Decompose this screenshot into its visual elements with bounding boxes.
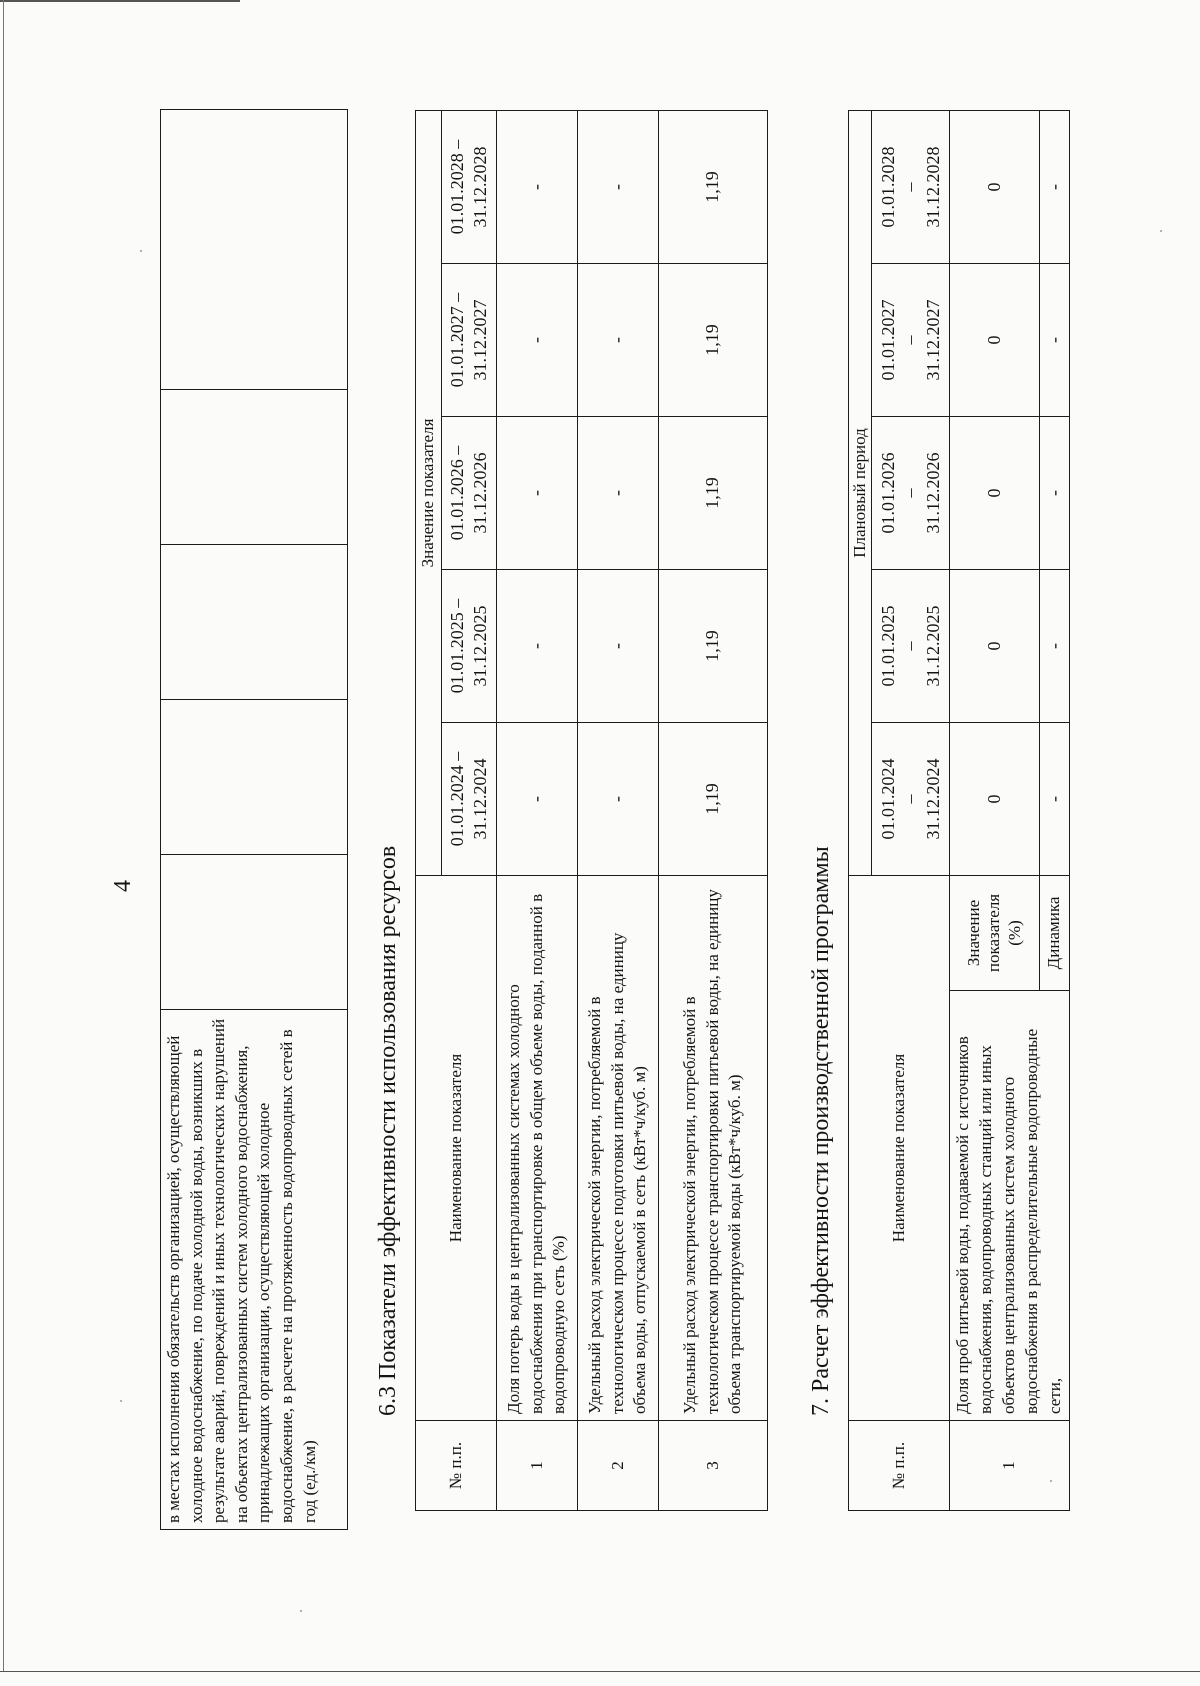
period-header: 01.01.2024 – 31.12.2024 [441, 723, 496, 876]
column-header-name: Наименование показателя [416, 876, 497, 1421]
dynamics-cell: - [1040, 264, 1069, 417]
column-header-planned-period: Плановый период [849, 110, 872, 875]
section-heading-7: 7. Расчет эффективности производственной программы [808, 846, 834, 1416]
table-header-row [849, 110, 872, 1510]
value-cell: - [578, 111, 659, 264]
period-header: 01.01.2026 – 31.12.2026 [441, 417, 496, 570]
table-row [161, 110, 348, 1530]
table-row [578, 111, 659, 1511]
value-cell [161, 390, 348, 545]
value-cell: 1,19 [659, 417, 768, 570]
value-cell: - [497, 264, 578, 417]
program-efficiency-table [848, 110, 1070, 1511]
indicator-name-cell: Доля потерь воды в централизованных системах холодного водоснабжения при транспортировке в общем объеме воды, поданной в водопроводную сеть (%) [497, 876, 578, 1421]
resource-efficiency-table [415, 110, 768, 1511]
dynamics-cell: - [1040, 417, 1069, 570]
value-cell: 0 [950, 264, 1040, 417]
value-cell: 0 [950, 417, 1040, 570]
row-label-dynamics: Динамика [1040, 876, 1069, 991]
period-header: 01.01.2028 – 31.12.2028 [872, 110, 950, 263]
period-header: 01.01.2027 – 31.12.2027 [872, 264, 950, 417]
indicator-name-cell: Удельный расход электрической энергии, потребляемой в технологическом процессе подготовки питьевой воды, на единицу объема воды, отпускаемой в сеть (кВт*ч/куб. м) [578, 876, 659, 1421]
dynamics-cell: - [1040, 110, 1069, 263]
row-number: 2 [578, 1421, 659, 1511]
column-header-number: № п.п. [416, 1421, 497, 1511]
value-cell: - [578, 264, 659, 417]
value-cell: - [497, 570, 578, 723]
value-cell: - [497, 417, 578, 570]
period-header: 01.01.2026 – 31.12.2026 [872, 417, 950, 570]
row-number: 1 [497, 1421, 578, 1511]
period-header: 01.01.2027 – 31.12.2027 [441, 264, 496, 417]
row-number: 3 [659, 1421, 768, 1511]
value-cell: 1,19 [659, 264, 768, 417]
value-cell: - [497, 723, 578, 876]
value-cell: 1,19 [659, 570, 768, 723]
indicator-name-cell: Доля проб питьевой воды, подаваемой с источников водоснабжения, водопроводных станций или иных объектов централизованных систем холодного водоснабжения в распределительные водопроводные сети, [950, 991, 1070, 1421]
value-cell: 1,19 [659, 723, 768, 876]
value-cell: 0 [950, 570, 1040, 723]
value-cell [161, 700, 348, 855]
table-header-row [416, 111, 442, 1511]
column-header-number: № п.п. [849, 1421, 950, 1511]
period-header: 01.01.2028 – 31.12.2028 [441, 111, 496, 264]
period-header: 01.01.2024 – 31.12.2024 [872, 723, 950, 876]
continued-indicator-table [160, 109, 348, 1530]
value-cell: - [497, 111, 578, 264]
dynamics-cell: - [1040, 570, 1069, 723]
row-number: 1 [950, 1421, 1070, 1511]
value-cell [161, 855, 348, 1010]
indicator-name-cell: в местах исполнения обязательств организацией, осуществляющей холодное водоснабжение, по подаче холодной воды, возникших в результате аварий, повреждений и иных технологических нарушений на объектах централизованных систем холодного водоснабжения, принадлежащих организации, осуществляющей холодное водоснабжение, в расчете на протяженность водопроводных сетей в год (ед./км) [161, 1010, 348, 1530]
table-row [950, 110, 1040, 1510]
dynamics-cell: - [1040, 723, 1069, 876]
table-row [497, 111, 578, 1511]
value-cell: - [578, 723, 659, 876]
column-header-name: Наименование показателя [849, 876, 950, 1421]
value-cell: - [578, 417, 659, 570]
column-header-values: Значение показателя [416, 111, 442, 876]
row-label-value: Значение показателя (%) [950, 876, 1040, 991]
page-number: 4 [110, 880, 136, 892]
section-heading-6-3: 6.3 Показатели эффективности использования ресурсов [375, 845, 401, 1416]
value-cell: 0 [950, 110, 1040, 263]
value-cell: - [578, 570, 659, 723]
indicator-name-cell: Удельный расход электрической энергии, потребляемой в технологическом процессе транспортировки питьевой воды, на единицу объема транспортируемой воды (кВт*ч/куб. м) [659, 876, 768, 1421]
value-cell [161, 545, 348, 700]
table-row [659, 111, 768, 1511]
value-cell: 1,19 [659, 111, 768, 264]
value-cell [161, 110, 348, 390]
value-cell: 0 [950, 723, 1040, 876]
period-header: 01.01.2025 – 31.12.2025 [441, 570, 496, 723]
period-header: 01.01.2025 – 31.12.2025 [872, 570, 950, 723]
